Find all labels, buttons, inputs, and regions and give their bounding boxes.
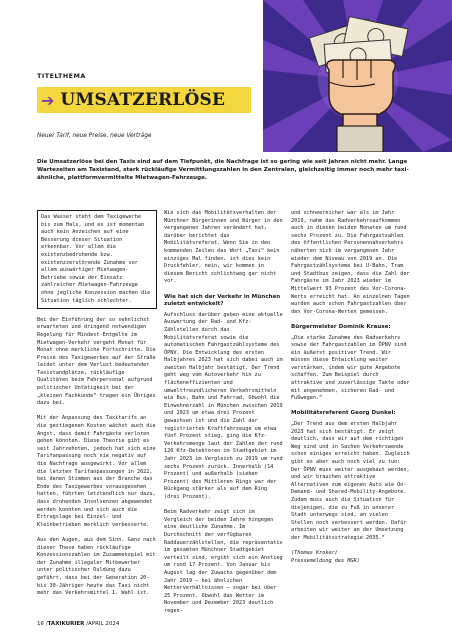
column-2 [164,210,284,615]
body-paragraph: Aus den Augen, aus dem Sinn. Ganz nach dieser These haben rückläufige Konzessionszahlen im Zusammenspiel mit der Zunahme illegaler Mitbewerber unter politischer Duldung dazu geführt, dass bei der Generation 20- bis 30-Jähriger heute das Taxi nicht mehr das Verkehrsmittel 1. Wahl ist. [37,536,156,597]
magazine-brand: TAXIKURIER [47,621,85,627]
headline-bar [37,87,251,113]
credit-line-1: (Thomas Kroker/ [291,550,338,557]
body-paragraph: Bei der Einführung der so sehnlichst erwarteten und dringend notwendigen Regelung für Mindest-Entgelte im Mietwagen-Verkehr vergeht Monat für Monat ohne merkliche Fortschritte. Die Preise des Taxigewerbes auf der Straße leidet unter dem Verlust bedeutender Taxistandplätze, rückläufige Qualitäten beim Fahrpersonal aufgrund politischer Untätigkeit bei der „kleinen Fachkunde“ tragen ein Übriges dazu bei. [37,316,156,407]
section-heading: Wie hat sich der Verkehr in München zuletzt entwickelt? [164,293,281,308]
quote-paragraph: „Der Trend aus dem ersten Halbjahr 2023 hat sich bestätigt. Er zeigt deutlich, dass wir auf dem richtigen Weg sind und in Sachen Verkehrswende schon einiges erreicht haben. Zugleich gibt es aber auch noch viel zu tun: Der ÖPNV muss weiter ausgebaut werden, und wir brauchen attraktive Alternativen zum eigenen Auto wie On-Demand- und Shared-Mobility-Angebote. Zudem muss auch die Situation für diejenigen, die zu Fuß in unserer Stadt unterwegs sind, an vielen Stellen noch verbessert werden. Dafür arbeiten wir weiter an der Umsetzung der Mobilitätsstrategie 2035.“ [291,421,410,541]
body-paragraph: Mit der Anpassung des Taxitarifs an die gestiegenen Kosten wächst auch die Angst, dass damit Fahrgäste verloren gehen könnten. Diese Theorie gibt es seit Jahrzehnten, jedoch hat sich eine Tarifanpassung noch nie negativ auf die Nachfrage ausgewirkt. Vor allem die letzten Tarifanpassungen in 2022, bei denen Stimmen aus der Branche das Ende des Taxigewerbes vorausgesehen hatten, führten letztendlich nur dazu, dass drohenden Insolvenzen abgewendet werden konnten und sich auch die Ertragslage bei Einzel- und Kleinbetrieben merklich verbesserte. [37,415,156,528]
body-paragraph: Wie sich das Mobilitätsverhalten der Münchner Bürgerinnen und Bürger in den vergangenen Jahren verändert hat, darüber berichtet das Mobilitätsreferat. Wenn Sie in den kommenden Zeilen das Wort „Taxi“ kein einziges Mal finden, ist dies kein Druckfehler, nein, wir kommen in diesem Bericht schlichtweg gar nicht vor. [164,210,283,285]
page-title: UMSATZERLÖSE [60,90,226,110]
quote-paragraph: „Die starke Zunahme des Radverkehrs sowie der Fahrgastzahlen im ÖPNV sind ein äußerst positiver Trend. Wir müssen diese Entwicklung weiter verstärken, indem wir gute Angebote schaffen. Zum Beispiel durch attraktive und zuverlässige Takte oder mit angenehmen, sicheren Rad- und Fußwegen.“ [291,334,410,402]
credit [291,550,411,565]
footer-separator: / [86,621,88,627]
body-paragraph: Beim Radverkehr zeigt sich im Vergleich der beiden Jahre hingegen eine deutliche Zunahme. Im Durchschnitt der verfügbaren Raddauerzählstellen, die repräsentativ im gesamten Münchner Stadtgebiet verteilt sind, ergibt sich ein Anstieg um rund 17 Prozent. Von Januar bis August lag der Zuwachs gegenüber dem Jahr 2019 – bei ähnlichen Wetterverhältnissen – sogar bei über 25 Prozent. Obwohl das Wetter im November und Dezember 2023 deutlich regen- [164,509,283,614]
body-paragraph: Aufschluss darüber geben eine aktuelle Auswertung der Rad- und Kfz-Zählstellen durch das Mobilitätsreferat sowie die automatischen Fahrgastzählsysteme des ÖPNV. Die Entwicklung des ersten Halbjahres 2023 hat sich dabei auch im zweiten Halbjahr bestätigt. Der Trend geht weg vom Autoverkehr hin zu flächeneffizienten und umweltfreundlicheren Verkehrsmitteln wie Bus, Bahn und Fahrrad. Obwohl die Einwohnerzahl in München zwischen 2019 und 2023 um etwa drei Prozent gewachsen ist und die Zahl der registrierten Kraftfahrzeuge um etwa fünf Prozent stieg, ging die Kfz-Verkehrsmenge laut der Zahlen der rund 120 Kfz-Detektoren im Stadtgebiet im Jahr 2023 im Vergleich zu 2019 um rund sechs Prozent zurück. Innerhalb (14 Prozent) und außerhalb (sieben Prozent) des Mittleren Rings war der Rückgang stärker als auf dem Ring (drei Prozent). [164,311,283,500]
subtitle: Neuer Tarif, neue Preise, neue Verträge [37,133,152,139]
column-1 [37,210,157,598]
footer-separator: / [45,621,48,627]
credit-line-2: Pressemeldung des MGR) [291,557,360,564]
lead-paragraph: Die Umsatzerlöse bei den Taxis sind auf dem Tiefpunkt, die Nachfrage ist so gering wie seit Jahren nicht mehr. Lange Wartezeiten am Taxistand, stark rückläufige Vermittlungszahlen in den Zentralen, gleichzeitig immer noch mehr taxi-ähnliche, plattformvermittelte Mietwagen-Fahrzeuge. [37,159,409,181]
fist-money-illustration [263,0,452,152]
quote-heading: Mobilitätsreferent Georg Dunkel: [291,410,396,417]
issue-date: APRIL 2024 [88,621,120,627]
fist-money-graphic [263,0,452,152]
arrow-right-icon: ➔ [41,90,55,110]
intro-box: Das Wasser steht dem Taxigewerbe bis zum Hals, und es ist momentan auch kein Anzeichen auf eine Besserung dieser Situation erkennbar. Vor allem die existenzbedrohende bzw. existenzzerstörende Zunahme vor allem auswärtiger Mietwagen-Betriebe sowie der Einsatz zahlreicher Mietwagen-Fahrzeuge ohne jegliche Konzession machen die Situation täglich schlechter. [37,210,157,309]
column-3 [291,210,411,565]
quote-heading: Bürgermeister Dominik Krause: [291,323,391,330]
page-number: 16 [37,621,44,627]
section-kicker: TITELTHEMA [37,72,86,80]
page-footer [37,621,119,627]
body-paragraph: und schneereicher war als im Jahr 2019, nahm das Radverkehrsaufkommen auch in diesen beiden Monaten um rund sechs Prozent zu. Die Fahrgastzahlen des öffentlichen Personennahverkehrs näherten sich im vergangenen Jahr wieder dem Niveau von 2019 an. Die Fahrgastzählsysteme bei U-Bahn, Tram und Stadtbus zeigen, dass die Zahl der Fahrgäste im Jahr 2023 wieder im Mittelwert 93 Prozent des Vor-Corona-Werts erreicht hat. An einzelnen Tagen wurden auch schon Fahrgastzahlen über den Vor-Corona-Werten gemessen. [291,210,410,315]
